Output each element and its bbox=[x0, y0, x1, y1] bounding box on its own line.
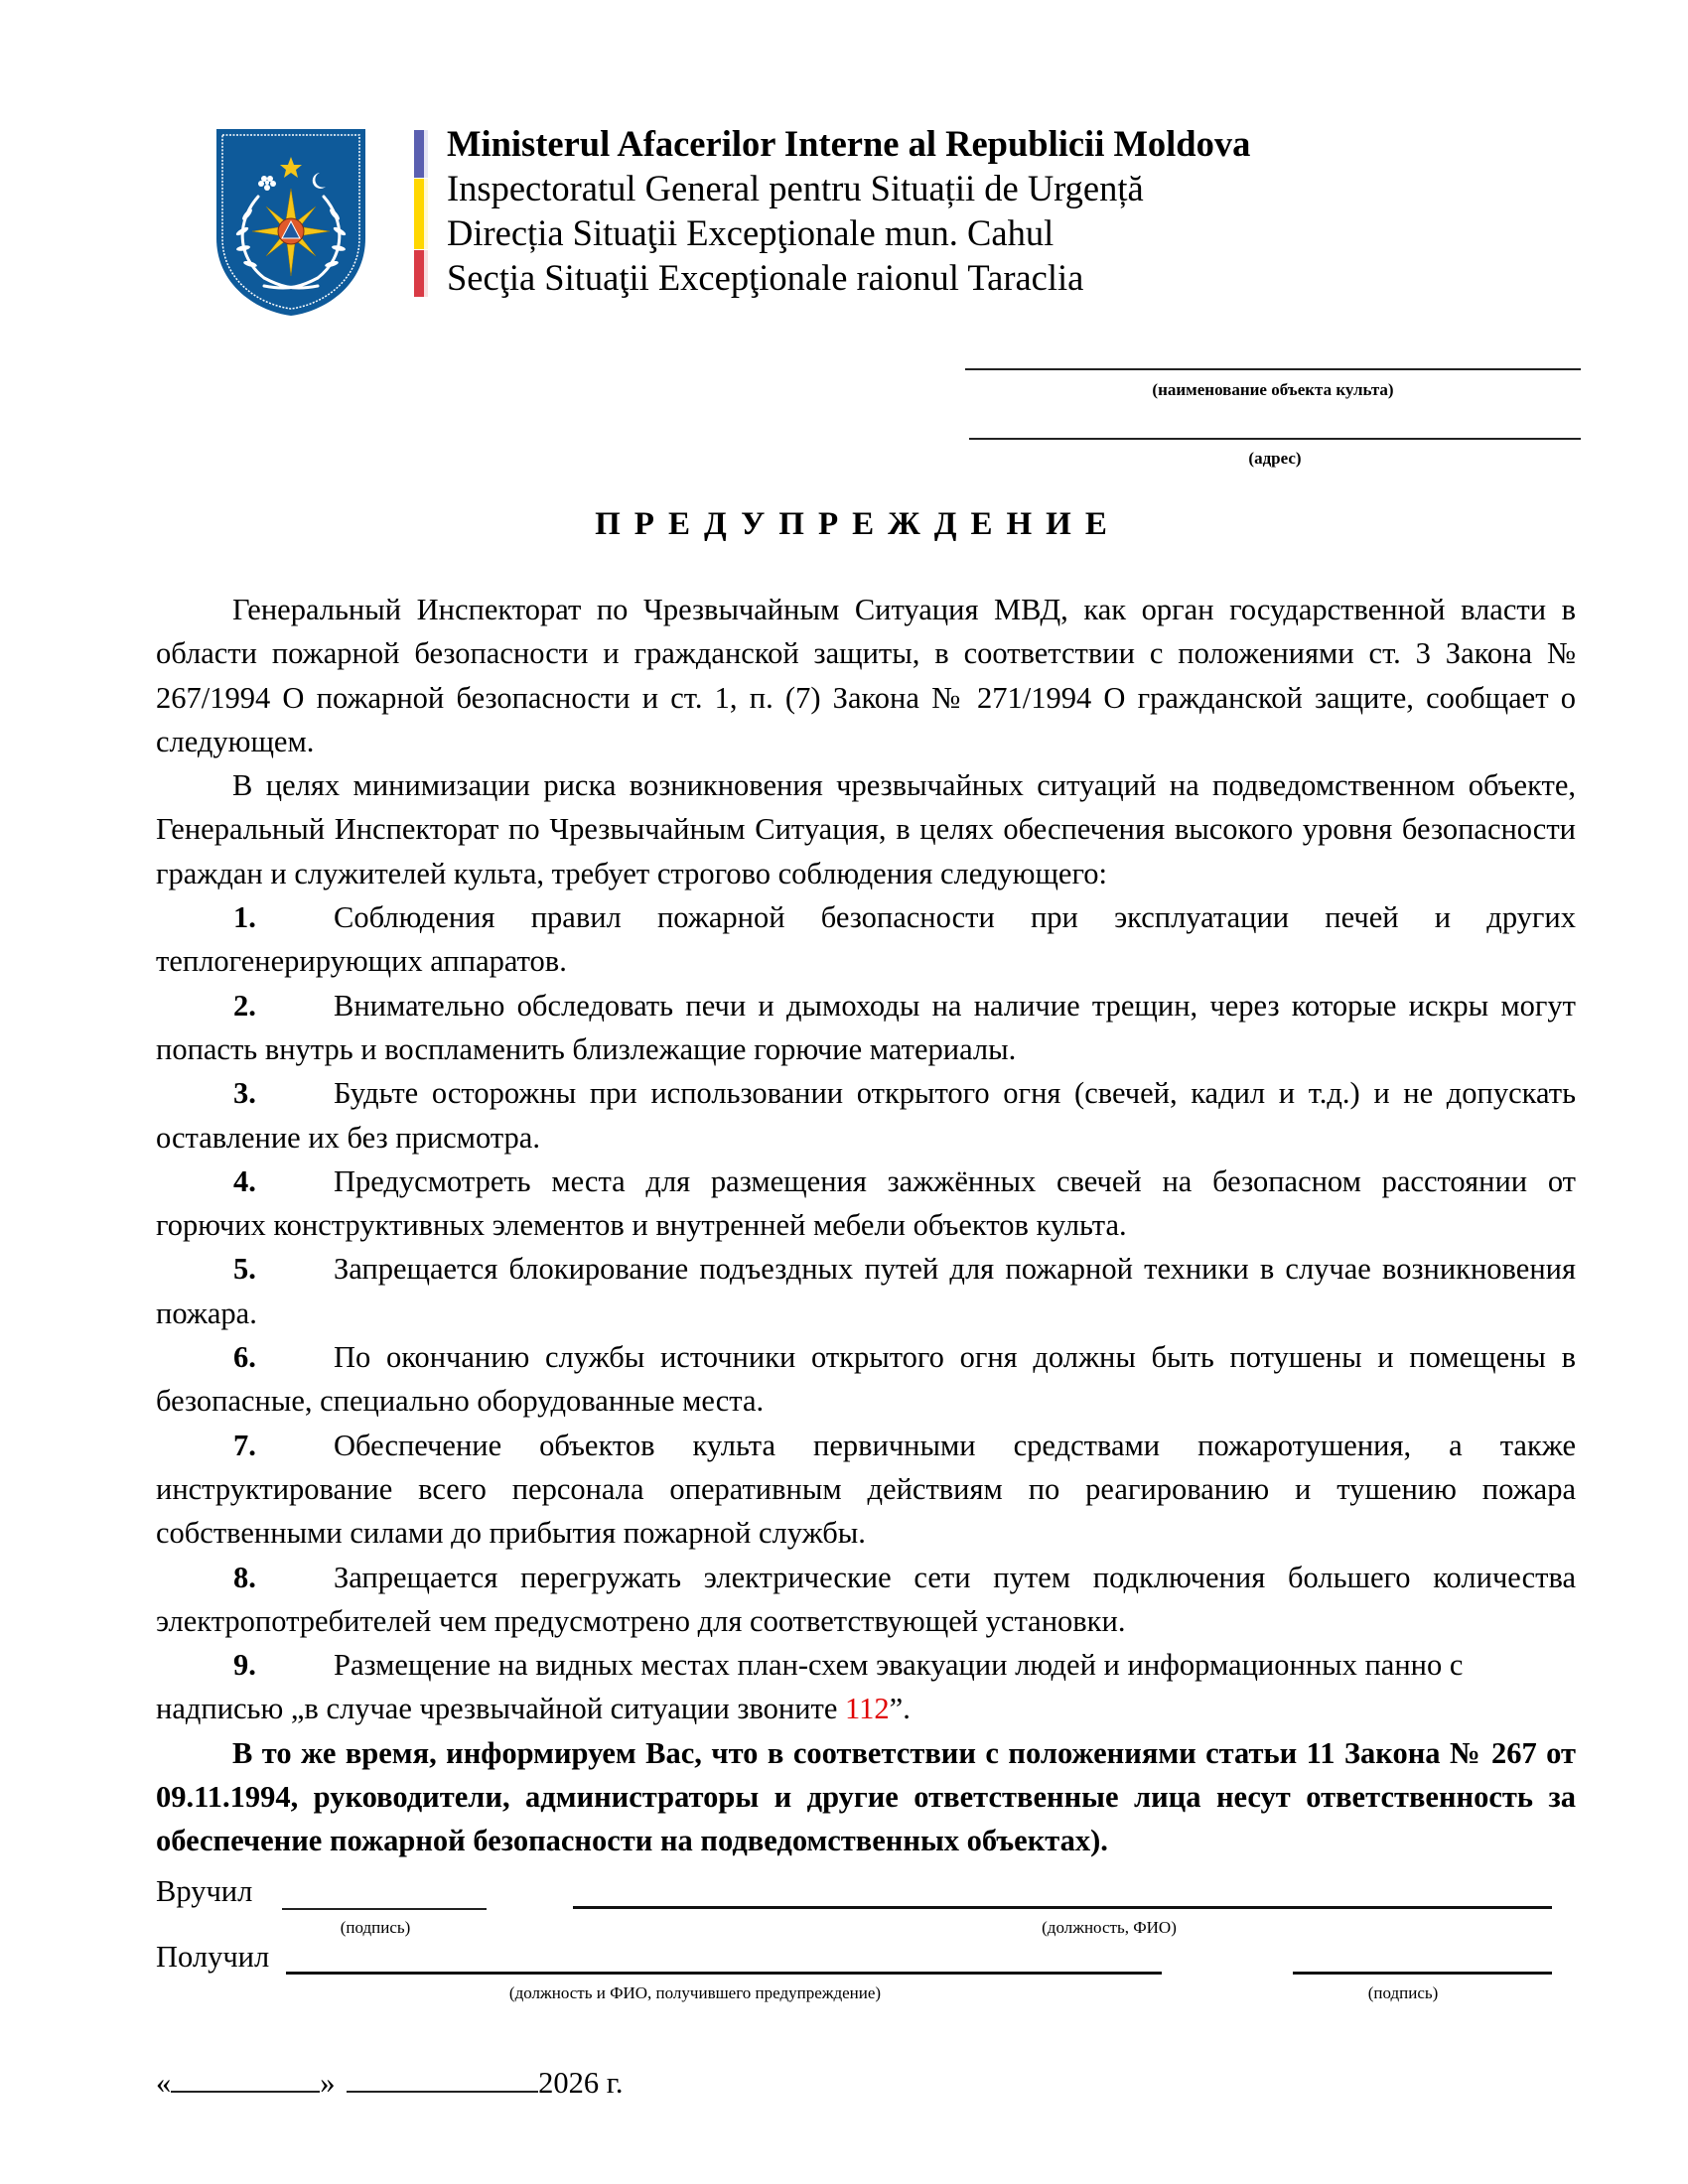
list-item bbox=[156, 1643, 1576, 1731]
handed-position-line[interactable] bbox=[573, 1906, 1552, 1909]
object-name-field[interactable] bbox=[965, 368, 1581, 400]
list-item bbox=[156, 1071, 1576, 1160]
handed-signature-caption: (подпись) bbox=[340, 1918, 411, 1937]
list-item bbox=[156, 1556, 1576, 1644]
list-item-number: 8. bbox=[233, 1560, 256, 1594]
list-item-number: 4. bbox=[233, 1163, 256, 1198]
list-item-text: Обеспечение объектов культа первичными средствами пожаротушения, а также инструктирование всего персонала оперативным действиям по реагированию и тушению пожара собственными силами до прибытия пожарной службы. bbox=[156, 1428, 1576, 1551]
document-body bbox=[156, 588, 1576, 1863]
handed-position-caption: (должность, ФИО) bbox=[1042, 1918, 1177, 1937]
organization-block bbox=[447, 121, 1250, 300]
list-item-number: 3. bbox=[233, 1076, 256, 1111]
list-item-text: Внимательно обследовать печи и дымоходы на наличие трещин, через которые искры могут попасть внутрь и воспламенить близлежащие горючие материалы. bbox=[156, 988, 1576, 1066]
year-text: 2026 г. bbox=[538, 2066, 624, 2100]
ministry-name: Ministerul Afacerilor Interne al Republicii Moldova bbox=[447, 123, 1251, 164]
list-item bbox=[156, 895, 1576, 984]
handed-signature-line[interactable] bbox=[282, 1908, 487, 1910]
list-item bbox=[156, 1424, 1576, 1556]
flag-stripe-red bbox=[414, 250, 427, 297]
civil-protection-shield-emblem-icon bbox=[214, 127, 367, 318]
intro-paragraph: В целях минимизации риска возникновения чрезвычайных ситуаций на подведомственном объекте, Генеральный Инспекторат по Чрезвычайным Ситуация, в целях обеспечения высокого уровня безопасности граждан и служителей культа, требует строгово соблюдения следующего: bbox=[156, 768, 1576, 890]
list-item bbox=[156, 1335, 1576, 1424]
close-quote: » bbox=[320, 2066, 336, 2100]
address-caption: (адрес) bbox=[1248, 449, 1302, 468]
list-item-text-end: ”. bbox=[889, 1692, 911, 1726]
directorate-name: Direcția Situaţii Excepţionale mun. Cahul bbox=[447, 212, 1055, 253]
day-blank[interactable] bbox=[171, 2065, 320, 2093]
received-position-line[interactable] bbox=[286, 1972, 1162, 1975]
liability-warning: В то же время, информируем Вас, что в соответствии с положениями статьи 11 Закона № 267 от 09.11.1994, руководители, администраторы и другие ответственные лица несут ответственность за обеспечение пожарной безопасности на подведомственных объектах). bbox=[156, 1735, 1576, 1858]
section-name: Secţia Situaţii Excepţionale raionul Taraclia bbox=[447, 257, 1084, 298]
list-item-number: 5. bbox=[233, 1252, 256, 1287]
received-signature-caption: (подпись) bbox=[1367, 1983, 1439, 2002]
address-field[interactable] bbox=[969, 438, 1581, 469]
handed-label: Вручил bbox=[156, 1874, 253, 1908]
object-name-caption: (наименование объекта культа) bbox=[1152, 380, 1394, 399]
month-blank[interactable] bbox=[347, 2065, 538, 2093]
intro-paragraph: Генеральный Инспекторат по Чрезвычайным Ситуация МВД, как орган государственной власти в области пожарной безопасности и гражданской защиты, в соответствии с положениями ст. 3 Закона № 267/1994 О пожарной безопасности и ст. 1, п. (7) Закона № 271/1994 О гражданской защите, сообщает о следующем. bbox=[156, 593, 1576, 758]
date-row bbox=[156, 2065, 623, 2101]
list-item-text: Запрещается перегружать электрические сети путем подключения большего количества электропотребителей чем предусмотрено для соответствующей установки. bbox=[156, 1560, 1576, 1638]
received-position-caption: (должность и ФИО, получившего предупреждение) bbox=[508, 1983, 882, 2002]
emergency-number: 112 bbox=[845, 1692, 890, 1726]
list-item bbox=[156, 1160, 1576, 1248]
object-name-blank-line[interactable] bbox=[965, 368, 1581, 370]
list-item-text: Размещение на видных местах план-схем эвакуации людей и информационных панно с надписью „в случае чрезвычайной ситуации звоните bbox=[156, 1648, 1464, 1726]
list-item-number: 9. bbox=[233, 1648, 256, 1683]
list-item bbox=[156, 1247, 1576, 1335]
list-item-text: Будьте осторожны при использовании открытого огня (свечей, кадил и т.д.) и не допускать оставление их без присмотра. bbox=[156, 1076, 1576, 1155]
open-quote: « bbox=[156, 2066, 172, 2100]
received-label: Получил bbox=[156, 1940, 270, 1974]
list-item-number: 6. bbox=[233, 1340, 256, 1375]
list-item-text: Предусмотреть места для размещения зажжённых свечей на безопасном расстоянии от горючих конструктивных элементов и внутренней мебели объектов культа. bbox=[156, 1163, 1576, 1243]
list-item-number: 2. bbox=[233, 988, 256, 1023]
address-blank-line[interactable] bbox=[969, 438, 1581, 440]
list-item-text: По окончанию службы источники открытого огня должны быть потушены и помещены в безопасные, специально оборудованные места. bbox=[156, 1340, 1576, 1419]
flag-stripe-blue bbox=[414, 130, 427, 178]
inspectorate-name: Inspectoratul General pentru Situații de Urgență bbox=[447, 168, 1144, 208]
list-item bbox=[156, 984, 1576, 1072]
flag-stripe-yellow bbox=[414, 179, 427, 249]
document-title: ПРЕДУПРЕЖДЕНИЕ bbox=[595, 506, 1121, 542]
list-item-number: 1. bbox=[233, 900, 256, 935]
list-item-text: Соблюдения правил пожарной безопасности при эксплуатации печей и других теплогенерирующих аппаратов. bbox=[156, 900, 1576, 979]
list-item-number: 7. bbox=[233, 1428, 256, 1462]
list-item-text: Запрещается блокирование подъездных путей для пожарной техники в случае возникновения пожара. bbox=[156, 1252, 1576, 1330]
received-signature-line[interactable] bbox=[1293, 1972, 1552, 1975]
